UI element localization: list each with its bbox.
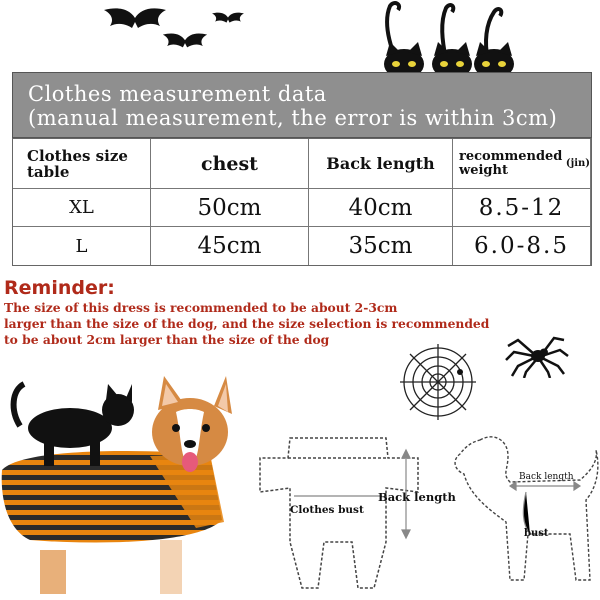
row-xl-back: 40cm xyxy=(309,189,453,227)
reminder-line-2: larger than the size of the dog, and the size selection is recommended xyxy=(4,316,490,331)
garment-bust-label: Clothes bust xyxy=(290,504,364,516)
row-l-size: L xyxy=(13,227,151,265)
column-header-size: Clothes size table xyxy=(13,139,151,189)
header-subtitle: (manual measurement, the error is within 3cm) xyxy=(28,106,558,130)
row-xl-weight: 8.5-12 xyxy=(453,189,591,227)
dog-in-costume-photo xyxy=(0,370,250,600)
row-l-weight: 6.0-8.5 xyxy=(453,227,591,265)
reminder-title: Reminder: xyxy=(4,277,115,299)
bat-icon xyxy=(210,10,246,26)
reminder-line-1: The size of this dress is recommended to be about 2-3cm xyxy=(4,300,398,315)
column-header-back-length: Back length xyxy=(309,139,453,189)
size-table xyxy=(12,138,592,266)
header-title: Clothes measurement data xyxy=(28,82,327,106)
dog-bust-label: bust xyxy=(524,528,549,539)
row-xl-size: XL xyxy=(13,189,151,227)
garment-back-length-label: Back length xyxy=(378,490,456,504)
spider-icon xyxy=(504,332,570,378)
reminder-line-3: to be about 2cm larger than the size of the dog xyxy=(4,332,330,347)
row-l-back: 35cm xyxy=(309,227,453,265)
column-header-weight: recommended weight (jin) xyxy=(453,139,591,189)
row-l-chest: 45cm xyxy=(151,227,309,265)
bat-icon xyxy=(160,30,210,52)
column-header-chest: chest xyxy=(151,139,309,189)
dog-back-length-label: Back length xyxy=(519,472,574,482)
cat-icon xyxy=(376,0,516,80)
dog-measurement-diagram xyxy=(450,430,600,600)
spider-web-icon xyxy=(398,342,478,422)
row-xl-chest: 50cm xyxy=(151,189,309,227)
